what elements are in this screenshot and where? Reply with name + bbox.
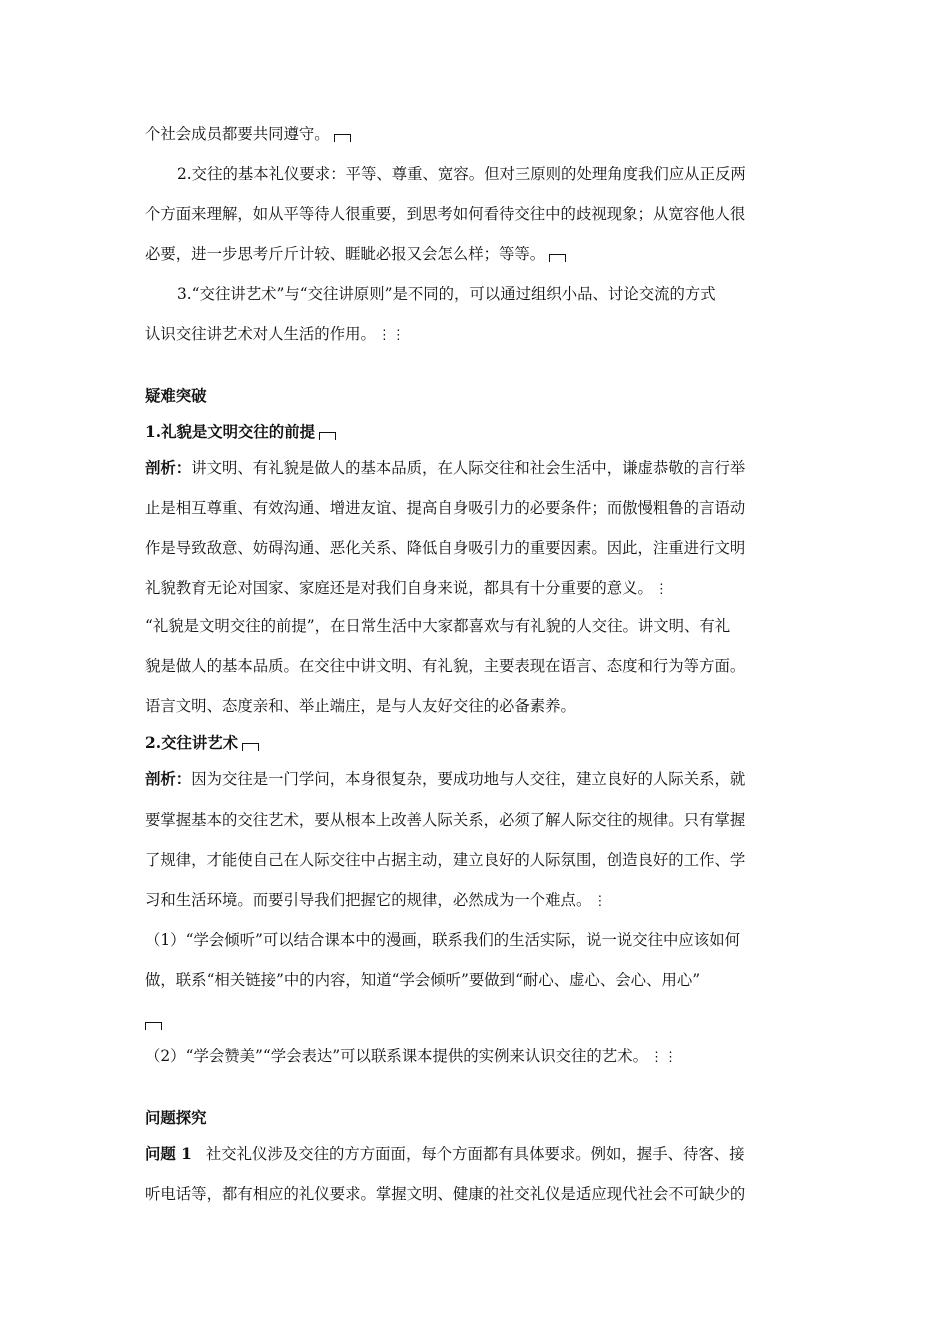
- text-line: 礼貌教育无论对国家、家庭还是对我们自身来说，都具有十分重要的意义。 ⋮: [145, 579, 669, 597]
- text-line: 个方面来理解，如从平等待人很重要，到思考如何看待交往中的歧视现象；从宽容他人很: [145, 205, 746, 223]
- paragraph-mark-icon: [549, 254, 566, 262]
- text-line: 必要，进一步思考斤斤计较、睚眦必报又会怎么样；等等。: [145, 244, 566, 264]
- text-line: 个社会成员都要共同遵守。: [145, 124, 351, 144]
- text-line: 语言文明、态度亲和、举止端庄，是与人友好交往的必备素养。: [145, 697, 576, 715]
- text-line: 做，联系“相关链接”中的内容，知道“学会倾听”要做到“耐心、虚心、会心、用心”: [145, 971, 701, 989]
- analysis-label: 剖析：: [145, 459, 192, 477]
- section-heading: 疑难突破: [145, 387, 207, 405]
- text-line: （2）“学会赞美”“学会表达”可以联系课本提供的实例来认识交往的艺术。 ⋮⋮: [145, 1047, 678, 1065]
- item-title: 1.礼貌是文明交往的前提: [145, 422, 336, 442]
- text-line: 习和生活环境。而要引导我们把握它的规律，必然成为一个难点。 ⋮: [145, 891, 608, 909]
- text-line: 认识交往讲艺术对人生活的作用。 ⋮⋮: [145, 325, 406, 343]
- text-line: 2.交往的基本礼仪要求：平等、尊重、宽容。但对三原则的处理角度我们应从正反两: [177, 165, 746, 183]
- text-line: 剖析：因为交往是一门学问，本身很复杂，要成功地与人交往，建立良好的人际关系，就: [145, 770, 746, 788]
- paragraph-mark-icon: [145, 1022, 162, 1030]
- text-line: 作是导致敌意、妨碍沟通、恶化关系、降低自身吸引力的重要因素。因此，注重进行文明: [145, 539, 746, 557]
- text-line: 貌是做人的基本品质。在交往中讲文明、有礼貌，主要表现在语言、态度和行为等方面。: [145, 657, 746, 675]
- text-line: 要掌握基本的交往艺术，要从根本上改善人际关系，必须了解人际交往的规律。只有掌握: [145, 811, 746, 829]
- text-line: 止是相互尊重、有效沟通、增进友谊、提高自身吸引力的必要条件；而傲慢粗鲁的言语动: [145, 499, 746, 517]
- text-line: “礼貌是文明交往的前提”，在日常生活中大家都喜欢与有礼貌的人交往。讲文明、有礼: [145, 617, 731, 635]
- text-line: 剖析：讲文明、有礼貌是做人的基本品质，在人际交往和社会生活中，谦虚恭敬的言行举: [145, 459, 746, 477]
- analysis-label: 剖析：: [145, 770, 192, 788]
- text-line: [145, 1012, 162, 1032]
- paragraph-marks: ⋮: [593, 894, 608, 909]
- paragraph-marks: ⋮⋮: [649, 1050, 678, 1065]
- paragraph-marks: ⋮⋮: [377, 328, 406, 343]
- paragraph-mark-icon: [334, 134, 351, 142]
- text-line: 了规律，才能使自己在人际交往中占据主动，建立良好的人际氛围，创造良好的工作、学: [145, 851, 746, 869]
- item-title: 2.交往讲艺术: [145, 733, 259, 753]
- paragraph-mark-icon: [242, 743, 259, 751]
- question-label: 问题 1: [145, 1145, 192, 1163]
- text-line: 听电话等，都有相应的礼仪要求。掌握文明、健康的社交礼仪是适应现代社会不可缺少的: [145, 1185, 746, 1203]
- text-line: 问题 1 社交礼仪涉及交往的方方面面，每个方面都有具体要求。例如，握手、待客、接: [145, 1145, 745, 1163]
- section-heading: 问题探究: [145, 1109, 207, 1127]
- paragraph-mark-icon: [319, 432, 336, 440]
- text-line: （1）“学会倾听”可以结合课本中的漫画，联系我们的生活实际，说一说交往中应该如何: [145, 931, 740, 949]
- text-line: 3.“交往讲艺术”与“交往讲原则”是不同的，可以通过组织小品、讨论交流的方式: [177, 285, 716, 303]
- paragraph-marks: ⋮: [654, 582, 669, 597]
